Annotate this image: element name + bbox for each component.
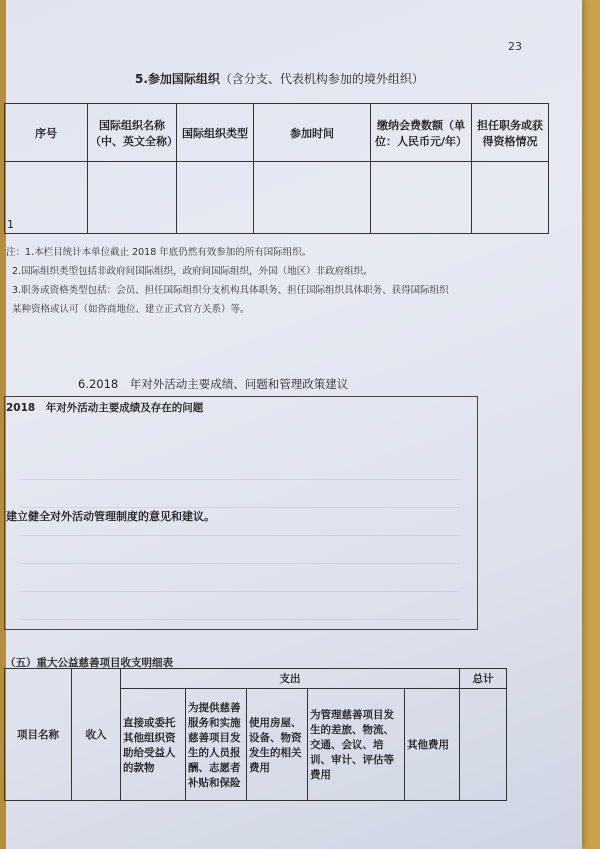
row-number: 1 bbox=[5, 162, 88, 234]
page-number: 23 bbox=[508, 40, 522, 53]
expense-item: 其他费用 bbox=[405, 689, 460, 801]
header-cell: 参加时间 bbox=[254, 104, 371, 162]
section-five-title: （五）重大公益慈善项目收支明细表 bbox=[5, 657, 173, 669]
table-cell bbox=[371, 162, 472, 234]
section5-title-text: 5.参加国际组织 bbox=[135, 72, 220, 86]
section5-notes bbox=[6, 243, 449, 319]
table-cell bbox=[460, 689, 507, 801]
intl-org-table bbox=[4, 103, 549, 234]
show-through-lines bbox=[20, 470, 460, 620]
table-cell bbox=[88, 162, 177, 234]
section6-item2: 建立健全对外活动管理制度的意见和建议。 bbox=[6, 510, 215, 523]
section6-item1: 2018 年对外活动主要成绩及存在的问题 bbox=[6, 402, 204, 414]
note-line: 3.职务或资格类型包括：会员、担任国际组织分支机构具体职务、担任国际组织具体职务、获得国际组织 bbox=[12, 285, 449, 296]
table-cell bbox=[254, 162, 371, 234]
table-cell bbox=[472, 162, 549, 234]
header-cell: 国际组织名称（中、英文全称） bbox=[88, 104, 177, 162]
header-income: 收入 bbox=[72, 669, 121, 801]
header-total: 总计 bbox=[460, 669, 507, 689]
header-project-name: 项目名称 bbox=[5, 669, 72, 801]
table-header-row bbox=[5, 104, 549, 162]
expense-item: 直接或委托其他组织资助给受益人的款物 bbox=[121, 689, 186, 801]
table-row bbox=[5, 162, 549, 234]
expense-item: 为管理慈善项目发生的差旅、物流、交通、会议、培训、审计、评估等费用 bbox=[308, 689, 405, 801]
table-cell bbox=[177, 162, 254, 234]
note-line: 某种资格或认可（如咨商地位、建立正式官方关系）等。 bbox=[12, 304, 250, 315]
header-expense: 支出 bbox=[121, 669, 460, 689]
header-cell: 国际组织类型 bbox=[177, 104, 254, 162]
expense-item: 为提供慈善服务和实施慈善项目发生的人员报酬、志愿者补贴和保险 bbox=[186, 689, 247, 801]
section5-title bbox=[135, 70, 424, 87]
note-line: 注：1.本栏目统计本单位截止 2018 年底仍然有效参加的所有国际组织。 bbox=[6, 247, 312, 258]
header-cell: 缴纳会费数额（单位：人民币元/年） bbox=[371, 104, 472, 162]
table-header-row bbox=[5, 669, 507, 689]
section5-subtitle: （含分支、代表机构参加的境外组织） bbox=[219, 72, 424, 86]
expense-item: 使用房屋、设备、物资发生的相关费用 bbox=[247, 689, 308, 801]
section6-title: 6.2018 年对外活动主要成绩、问题和管理政策建议 bbox=[78, 377, 349, 391]
charity-project-table bbox=[4, 668, 507, 801]
note-line: 2.国际组织类型包括非政府间国际组织，政府间国际组织，外国（地区）非政府组织。 bbox=[12, 266, 373, 277]
header-cell: 序号 bbox=[5, 104, 88, 162]
header-cell: 担任职务或获得资格情况 bbox=[472, 104, 549, 162]
